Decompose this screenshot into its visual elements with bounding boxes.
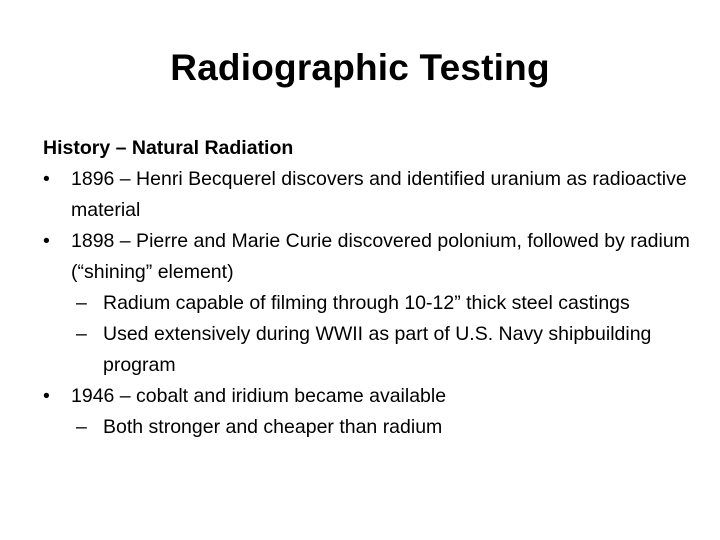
sub-bullet-item xyxy=(43,288,693,319)
bullet-marker: • xyxy=(43,168,50,190)
bullet-item xyxy=(43,164,693,226)
sub-bullet-text: Radium capable of filming through 10-12” thick steel castings xyxy=(103,292,630,314)
bullet-text: 1946 – cobalt and iridium became available xyxy=(71,385,447,407)
sub-bullet-text: Used extensively during WWII as part of U.S. Navy shipbuilding program xyxy=(103,323,652,376)
sub-bullet-item xyxy=(43,412,693,443)
bullet-marker: • xyxy=(43,230,50,252)
dash-marker: – xyxy=(76,292,87,314)
dash-marker: – xyxy=(76,416,87,438)
bullet-item xyxy=(43,381,693,412)
slide-body xyxy=(43,133,693,443)
bullet-marker: • xyxy=(43,385,50,407)
slide-title: Radiographic Testing xyxy=(170,47,550,88)
section-heading: History – Natural Radiation xyxy=(43,137,294,159)
sub-bullet-text: Both stronger and cheaper than radium xyxy=(103,416,443,438)
bullet-item xyxy=(43,226,693,288)
sub-bullet-item xyxy=(43,319,693,381)
dash-marker: – xyxy=(76,323,87,345)
bullet-text: 1896 – Henri Becquerel discovers and identified uranium as radioactive material xyxy=(71,168,687,221)
bullet-text: 1898 – Pierre and Marie Curie discovered polonium, followed by radium (“shining” element) xyxy=(71,230,690,283)
